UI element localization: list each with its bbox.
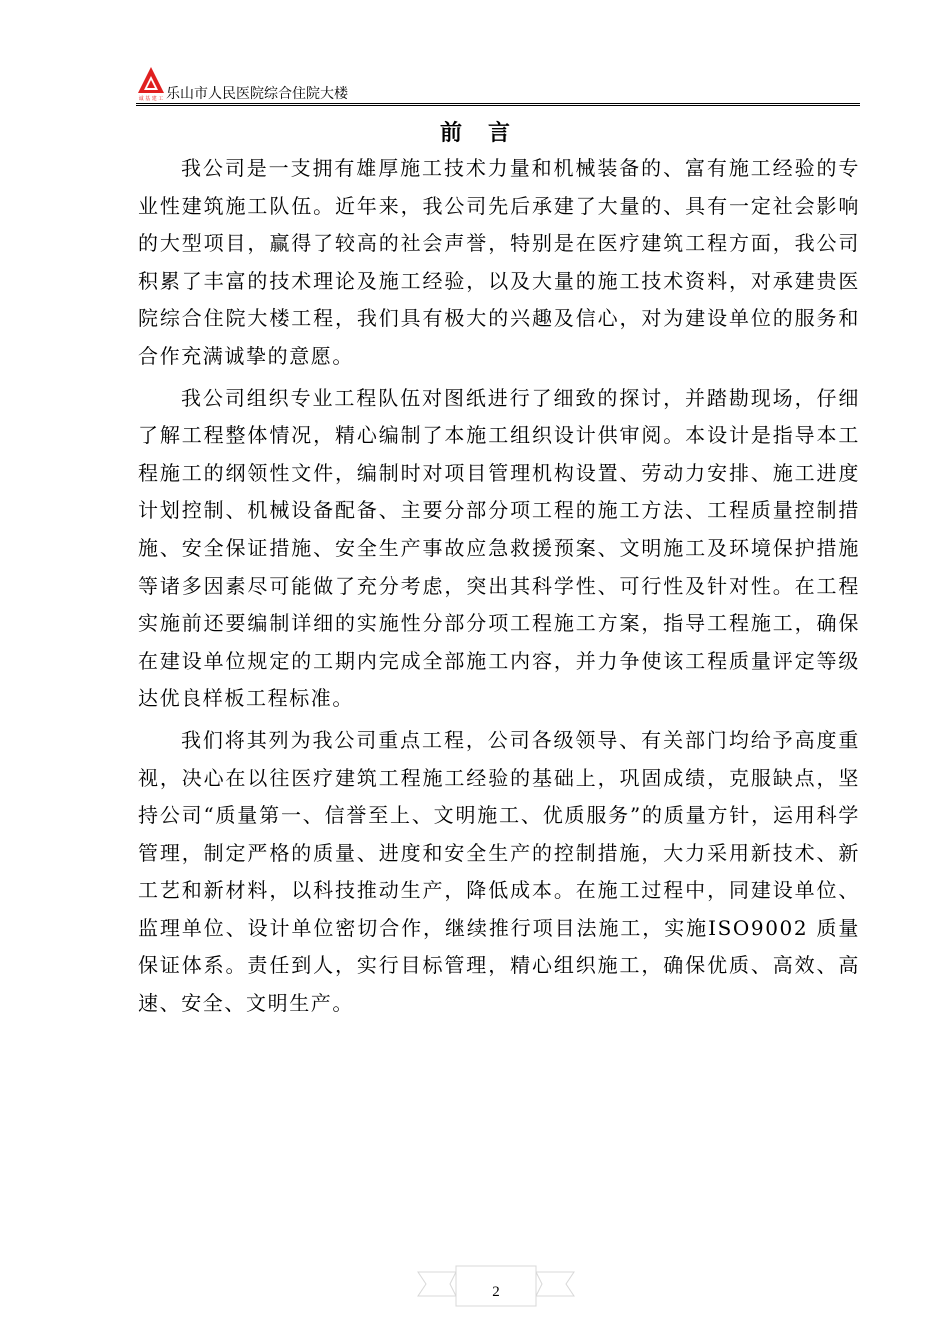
- header-title: 乐山市人民医院综合住院大楼: [166, 86, 348, 102]
- header-divider: [136, 103, 860, 104]
- company-logo: [136, 66, 166, 102]
- page-number: 2: [492, 1284, 500, 1300]
- paragraph: 我们将其列为我公司重点工程，公司各级领导、有关部门均给予高度重视，决心在以往医疗建筑工程施工经验的基础上，巩固成绩，克服缺点，坚持公司“质量第一、信誉至上、文明施工、优质服务”的质量方针，运用科学管理，制定严格的质量、进度和安全生产的控制措施，大力采用新技术、新工艺和新材料，以科技推动生产，降低成本。在施工过程中，同建设单位、监理单位、设计单位密切合作，继续推行项目法施工，实施ISO9002 质量保证体系。责任到人，实行目标管理，精心组织施工，确保优质、高效、高速、安全、文明生产。: [138, 727, 860, 1016]
- logo-text: 诚 基 建 工: [138, 96, 164, 102]
- paragraph: 我公司是一支拥有雄厚施工技术力量和机械装备的、富有施工经验的专业性建筑施工队伍。近年来，我公司先后承建了大量的、具有一定社会影响的大型项目，赢得了较高的社会声誉，特别是在医疗建筑工程方面，我公司积累了丰富的技术理论及施工经验，以及大量的施工技术资料，对承建贵医院综合住院大楼工程，我们具有极大的兴趣及信心，对为建设单位的服务和合作充满诚挚的意愿。: [138, 156, 860, 368]
- paragraph: 我公司组织专业工程队伍对图纸进行了细致的探讨，并踏勘现场，仔细了解工程整体情况，精心编制了本施工组织设计供审阅。本设计是指导本工程施工的纲领性文件，编制时对项目管理机构设置、劳动力安排、施工进度计划控制、机械设备配备、主要分部分项工程的施工方法、工程质量控制措施、安全保证措施、安全生产事故应急救援预案、文明施工及环境保护措施等诸多因素尽可能做了充分考虑，突出其科学性、可行性及针对性。在工程实施前还要编制详细的实施性分部分项工程施工方案，指导工程施工，确保在建设单位规定的工期内完成全部施工内容，并力争使该工程质量评定等级达优良样板工程标准。: [138, 385, 860, 711]
- document-body: [138, 150, 860, 1027]
- page-header: [136, 66, 860, 106]
- header-divider-secondary: [136, 105, 860, 106]
- document-title: 前言: [439, 121, 536, 146]
